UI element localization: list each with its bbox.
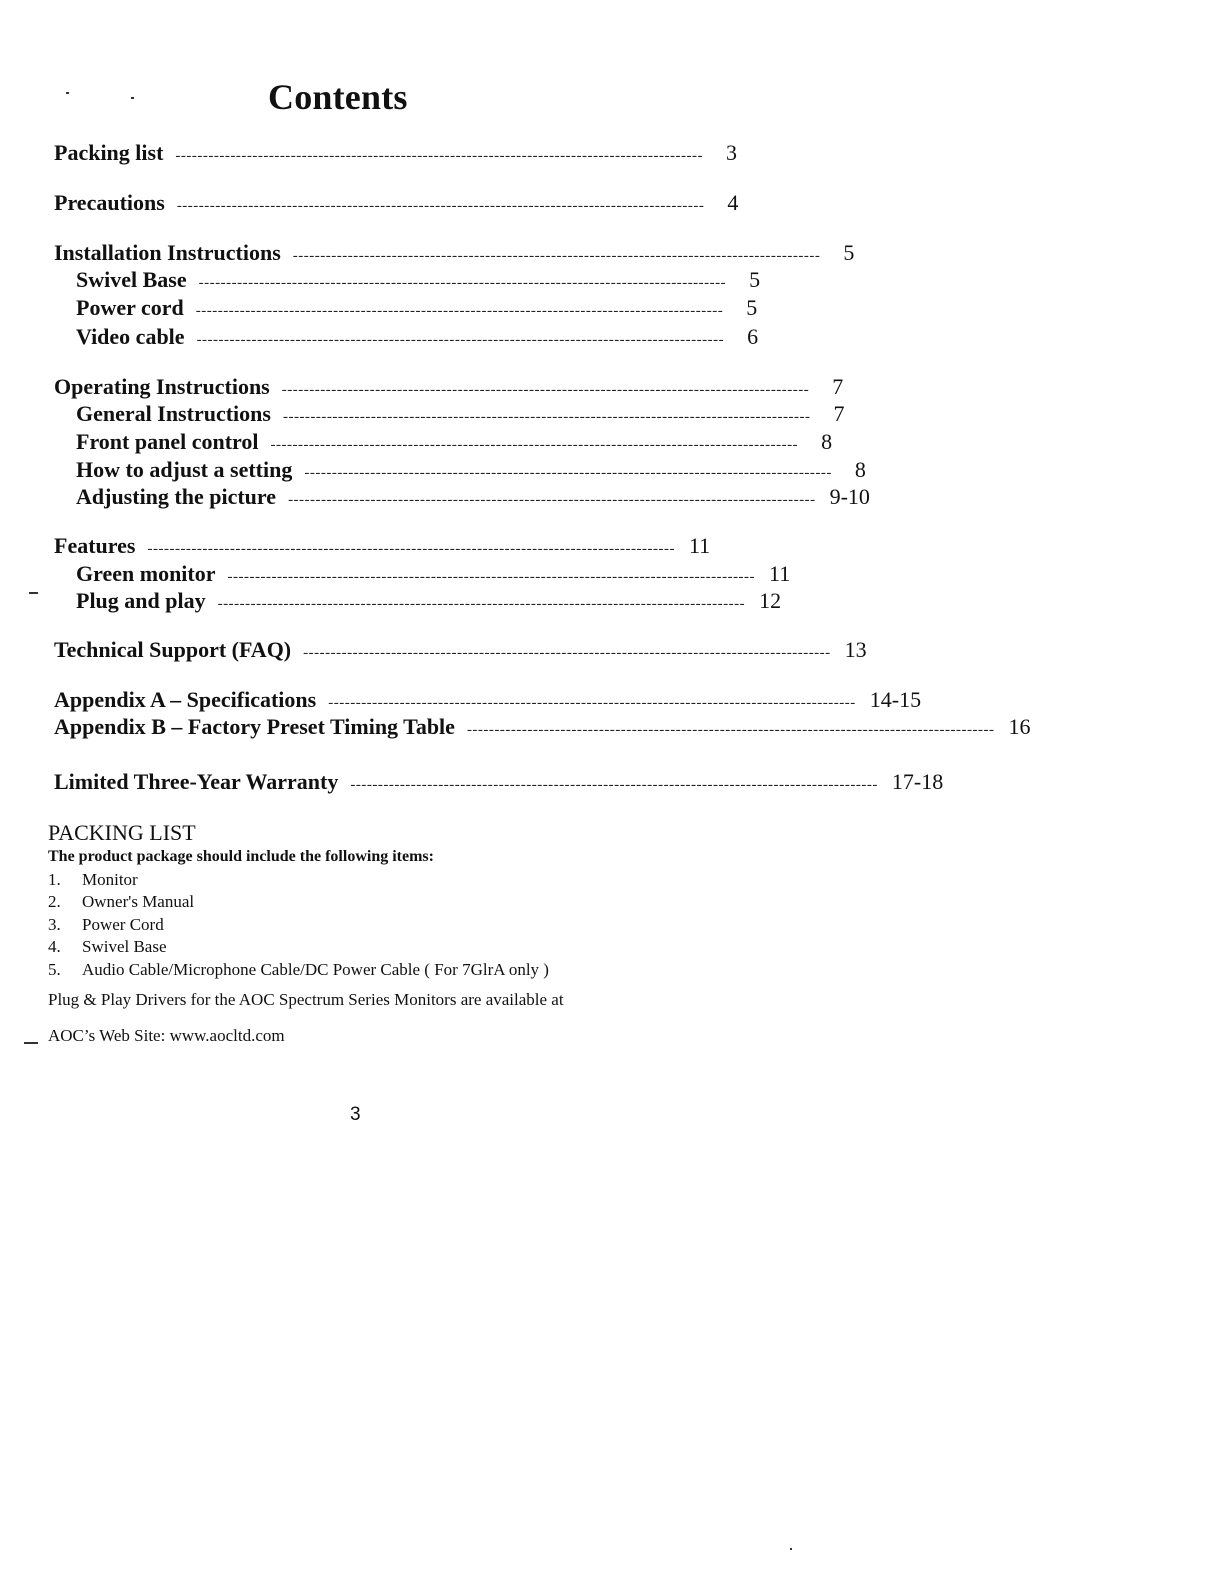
dot-leader: ------------------------------------------------------------------------------------------------ bbox=[198, 275, 727, 291]
dot-leader: ------------------------------------------------------------------------------------------------ bbox=[175, 148, 703, 164]
toc-entry-label: Plug and play bbox=[76, 588, 206, 613]
toc-entry-page: 8 bbox=[854, 457, 866, 482]
toc-entry[interactable] bbox=[54, 714, 1031, 744]
toc-entry-page: 11 bbox=[769, 561, 791, 586]
list-item-text: Audio Cable/Microphone Cable/DC Power Cable ( For 7GlrA only ) bbox=[82, 960, 549, 979]
packing-list-heading: PACKING LIST bbox=[48, 820, 196, 845]
toc-entry[interactable] bbox=[54, 637, 867, 667]
toc-entry-label: Operating Instructions bbox=[54, 374, 270, 399]
scan-speck bbox=[29, 592, 38, 594]
toc-entry[interactable] bbox=[54, 140, 737, 170]
toc-entry-label: Front panel control bbox=[76, 429, 259, 454]
toc-entry-page: 5 bbox=[749, 267, 761, 292]
toc-entry-page: 13 bbox=[844, 637, 867, 662]
toc-entry[interactable] bbox=[54, 687, 922, 717]
toc-entry-label: Packing list bbox=[54, 140, 164, 165]
list-item-text: Owner's Manual bbox=[82, 892, 195, 911]
page-number: 3 bbox=[350, 1104, 361, 1125]
toc-entry[interactable] bbox=[76, 484, 870, 514]
toc-entry[interactable] bbox=[76, 295, 758, 325]
dot-leader: ------------------------------------------------------------------------------------------------ bbox=[176, 198, 705, 214]
toc-entry-page: 14-15 bbox=[869, 687, 922, 712]
dot-leader: ------------------------------------------------------------------------------------------------ bbox=[288, 492, 816, 508]
list-item bbox=[48, 870, 748, 892]
website-note: AOC’s Web Site: www.aocltd.com bbox=[48, 1026, 285, 1045]
toc-entry-label: Features bbox=[54, 533, 136, 558]
dot-leader: ------------------------------------------------------------------------------------------------ bbox=[270, 437, 799, 453]
toc-entry[interactable] bbox=[54, 533, 711, 563]
list-item-text: Swivel Base bbox=[82, 937, 167, 956]
toc-entry[interactable] bbox=[76, 588, 782, 618]
list-item bbox=[48, 937, 748, 959]
dot-leader: ------------------------------------------------------------------------------------------------ bbox=[147, 541, 675, 557]
list-item bbox=[48, 915, 748, 937]
toc-entry-page: 9-10 bbox=[829, 484, 870, 509]
scan-speck bbox=[66, 92, 69, 94]
toc-entry[interactable] bbox=[54, 769, 944, 799]
drivers-note: Plug & Play Drivers for the AOC Spectrum Series Monitors are available at bbox=[48, 990, 564, 1009]
list-item bbox=[48, 960, 748, 982]
dot-leader: ------------------------------------------------------------------------------------------------ bbox=[328, 695, 856, 711]
toc-entry-page: 3 bbox=[725, 140, 737, 165]
dot-leader: ------------------------------------------------------------------------------------------------ bbox=[303, 645, 831, 661]
toc-entry-label: Swivel Base bbox=[76, 267, 187, 292]
dot-leader: ------------------------------------------------------------------------------------------------ bbox=[281, 382, 810, 398]
toc-entry-label: Adjusting the picture bbox=[76, 484, 277, 509]
scan-speck bbox=[24, 1042, 38, 1044]
dot-leader: ------------------------------------------------------------------------------------------------ bbox=[282, 409, 811, 425]
toc-entry-page: 16 bbox=[1008, 714, 1031, 739]
list-item-number: 4. bbox=[48, 937, 61, 956]
packing-list-intro: The product package should include the following items: bbox=[48, 848, 434, 865]
list-item-number: 1. bbox=[48, 870, 61, 889]
toc-entry[interactable] bbox=[76, 561, 791, 591]
toc-entry-page: 5 bbox=[746, 295, 758, 320]
toc-entry-page: 7 bbox=[832, 374, 844, 399]
toc-entry-page: 4 bbox=[727, 190, 739, 215]
list-item-number: 2. bbox=[48, 892, 61, 911]
toc-entry-label: Appendix B – Factory Preset Timing Table bbox=[54, 714, 455, 739]
toc-entry-page: 6 bbox=[747, 324, 759, 349]
toc-entry[interactable] bbox=[76, 401, 845, 431]
toc-entry-page: 12 bbox=[759, 588, 782, 613]
dot-leader: ------------------------------------------------------------------------------------------------ bbox=[217, 596, 746, 612]
toc-entry[interactable] bbox=[76, 429, 833, 459]
toc-entry-page: 11 bbox=[689, 533, 711, 558]
toc-entry-label: Power cord bbox=[76, 295, 184, 320]
toc-entry-label: Appendix A – Specifications bbox=[54, 687, 317, 712]
toc-entry-label: General Instructions bbox=[76, 401, 271, 426]
list-item-number: 5. bbox=[48, 960, 61, 979]
toc-entry-label: Installation Instructions bbox=[54, 240, 281, 265]
toc-entry-page: 17-18 bbox=[891, 769, 944, 794]
dot-leader: ------------------------------------------------------------------------------------------------ bbox=[227, 569, 756, 585]
toc-entry-page: 5 bbox=[843, 240, 855, 265]
dot-leader: ------------------------------------------------------------------------------------------------ bbox=[195, 303, 724, 319]
toc-entry-label: Technical Support (FAQ) bbox=[54, 637, 292, 662]
dot-leader: ------------------------------------------------------------------------------------------------ bbox=[350, 777, 878, 793]
scan-speck bbox=[790, 1548, 792, 1550]
toc-entry[interactable] bbox=[76, 267, 761, 297]
dot-leader: ------------------------------------------------------------------------------------------------ bbox=[196, 332, 725, 348]
toc-entry[interactable] bbox=[76, 324, 759, 354]
toc-entry-label: Green monitor bbox=[76, 561, 216, 586]
toc-entry[interactable] bbox=[54, 374, 844, 404]
toc-entry[interactable] bbox=[54, 190, 739, 220]
toc-entry-label: Limited Three-Year Warranty bbox=[54, 769, 339, 794]
toc-entry-page: 8 bbox=[821, 429, 833, 454]
list-item-text: Power Cord bbox=[82, 915, 164, 934]
toc-entry-label: Video cable bbox=[76, 324, 185, 349]
toc-entry-label: How to adjust a setting bbox=[76, 457, 293, 482]
dot-leader: ------------------------------------------------------------------------------------------------ bbox=[292, 248, 821, 264]
scan-speck bbox=[131, 97, 134, 99]
toc-entry[interactable] bbox=[54, 240, 855, 270]
toc-entry-label: Precautions bbox=[54, 190, 165, 215]
toc-entry[interactable] bbox=[76, 457, 866, 487]
dot-leader: ------------------------------------------------------------------------------------------------ bbox=[466, 722, 995, 738]
page-title: Contents bbox=[268, 77, 408, 117]
dot-leader: ------------------------------------------------------------------------------------------------ bbox=[304, 465, 832, 481]
list-item bbox=[48, 892, 748, 914]
toc-entry-page: 7 bbox=[833, 401, 845, 426]
list-item-number: 3. bbox=[48, 915, 61, 934]
list-item-text: Monitor bbox=[82, 870, 138, 889]
